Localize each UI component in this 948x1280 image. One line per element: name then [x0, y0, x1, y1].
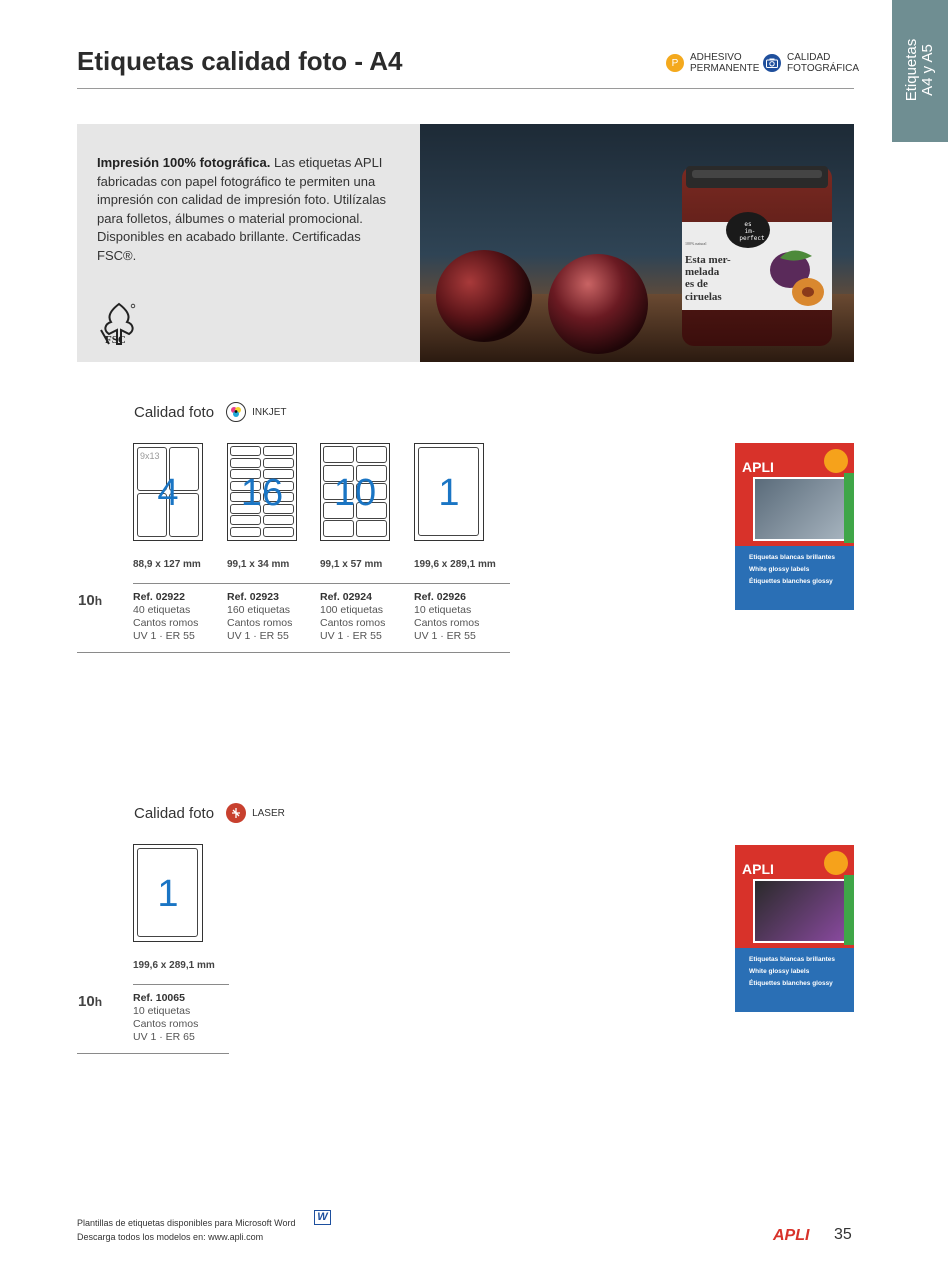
label-outline: [323, 520, 354, 537]
permanent-adhesive-icon: P: [666, 54, 684, 72]
page-title: Etiquetas calidad foto - A4: [77, 46, 403, 76]
badge-line: CALIDAD: [787, 52, 831, 63]
product-reference: Ref. 02924 100 etiquetas Cantos romos UV 1 · ER 55: [320, 591, 386, 642]
label-dimensions: 99,1 x 34 mm: [227, 559, 290, 570]
package-text: Etiquetas blancas brillantes: [749, 554, 835, 561]
laser-section-heading: [134, 803, 285, 823]
package-photo: [753, 477, 849, 541]
header-divider: [77, 88, 854, 89]
jar-label-text: es de: [685, 278, 708, 290]
label-outline: [230, 527, 261, 537]
package-band: [735, 546, 854, 610]
section-tab[interactable]: [892, 0, 948, 142]
package-side-strip: [844, 473, 854, 543]
package-logo: APLI: [742, 459, 774, 475]
labels-per-sheet: 10: [333, 472, 377, 514]
label-sheet-diagram: [133, 844, 203, 942]
label-dimensions: 99,1 x 57 mm: [320, 559, 383, 570]
label-outline: [263, 515, 294, 525]
section-tab-label: Etiquetas A4 y A5: [903, 38, 936, 102]
package-text: White glossy labels: [749, 566, 810, 573]
product-reference: Ref. 02926 10 etiquetas Cantos romos UV 1 · ER 55: [414, 591, 480, 642]
row-divider: [133, 583, 510, 584]
product-photo: [420, 124, 854, 362]
photo-seal-icon: [824, 449, 848, 473]
inkjet-icon: [226, 402, 246, 422]
package-side-strip: [844, 875, 854, 945]
label-sheet-diagram: [320, 443, 390, 541]
product-reference: Ref. 02922 40 etiquetas Cantos romos UV 1 · ER 55: [133, 591, 199, 642]
badge-line: FOTOGRÁFICA: [787, 63, 860, 74]
product-package-image: [735, 443, 854, 610]
section-title: Calidad foto: [134, 804, 215, 822]
label-outline: [263, 458, 294, 468]
product-reference: Ref. 10065 10 etiquetas Cantos romos UV 1 · ER 65: [133, 992, 199, 1043]
package-band: [735, 948, 854, 1012]
label-outline: [356, 520, 387, 537]
labels-per-sheet: 1: [157, 873, 179, 915]
adhesive-badge: [666, 52, 759, 74]
row-divider: [77, 652, 510, 653]
section-title: Calidad foto: [134, 403, 215, 421]
jar-label-text: Esta mer-: [685, 254, 731, 266]
label-dimensions: 199,6 x 289,1 mm: [414, 559, 496, 570]
microsoft-word-icon: W: [314, 1210, 331, 1225]
page-number: 35: [834, 1226, 852, 1243]
label-sheet-diagram: [133, 443, 203, 541]
label-sheet-diagram: [414, 443, 484, 541]
intro-text: Impresión 100% fotográfica. Las etiquetas APLI fabricadas con papel fotográfico te permiten una impresión con calidad de impresión foto. Utilízalas para folletos, álbumes o material promocional. Disponibles en acabado brillante. Certificadas FSC®.: [97, 155, 387, 263]
plums-jar-illustration: [420, 124, 854, 362]
jar-tag-text: perfect: [739, 235, 765, 242]
jar-label-text: ciruelas: [685, 291, 722, 303]
badge-line: PERMANENTE: [690, 63, 760, 74]
inkjet-section-heading: [134, 402, 287, 422]
label-outline: [323, 446, 354, 463]
label-outline: [263, 527, 294, 537]
size-tag: 9x13: [140, 451, 160, 461]
row-divider: [77, 1053, 229, 1054]
footer-line: Plantillas de etiquetas disponibles para Microsoft Word: [77, 1218, 296, 1228]
photo-seal-icon: [824, 851, 848, 875]
package-logo: APLI: [742, 861, 774, 877]
package-text: Étiquettes blanches glossy: [749, 980, 833, 987]
row-divider: [133, 984, 229, 985]
print-mode-label: INKJET: [252, 406, 287, 418]
fsc-label: FSC: [105, 334, 126, 346]
jar-label-text: melada: [685, 266, 720, 278]
label-outline: [230, 458, 261, 468]
print-mode-label: LASER: [252, 807, 285, 819]
product-reference: Ref. 02923 160 etiquetas Cantos romos UV 1 · ER 55: [227, 591, 293, 642]
package-text: Étiquettes blanches glossy: [749, 578, 833, 585]
label-outline: [263, 446, 294, 456]
footer-link[interactable]: Descarga todos los modelos en: www.apli.com: [77, 1232, 264, 1242]
badge-line: ADHESIVO: [690, 52, 742, 63]
jar-small-text: 100% natural: [685, 241, 707, 246]
labels-per-sheet: 16: [240, 472, 284, 514]
labels-per-sheet: 4: [157, 472, 179, 514]
package-text: White glossy labels: [749, 968, 810, 975]
package-text: Etiquetas blancas brillantes: [749, 956, 835, 963]
intro-panel: [77, 124, 420, 362]
footer-note: [77, 1216, 295, 1244]
label-outline: [230, 446, 261, 456]
camera-icon: [763, 54, 781, 72]
jar-tag-text: es: [744, 221, 752, 228]
jar-tag-text: im-: [744, 228, 756, 235]
labels-per-sheet: 1: [438, 472, 460, 514]
label-outline: [230, 515, 261, 525]
product-package-image: [735, 845, 854, 1012]
label-outline: [356, 446, 387, 463]
laser-icon: [226, 803, 246, 823]
label-dimensions: 88,9 x 127 mm: [133, 559, 201, 570]
label-sheet-diagram: [227, 443, 297, 541]
pack-quantity: 10h: [78, 592, 103, 609]
photo-quality-badge: [763, 52, 859, 74]
brand-logo: APLI: [773, 1227, 810, 1244]
label-dimensions: 199,6 x 289,1 mm: [133, 960, 215, 971]
package-photo: [753, 879, 849, 943]
pack-quantity: 10h: [78, 993, 103, 1010]
